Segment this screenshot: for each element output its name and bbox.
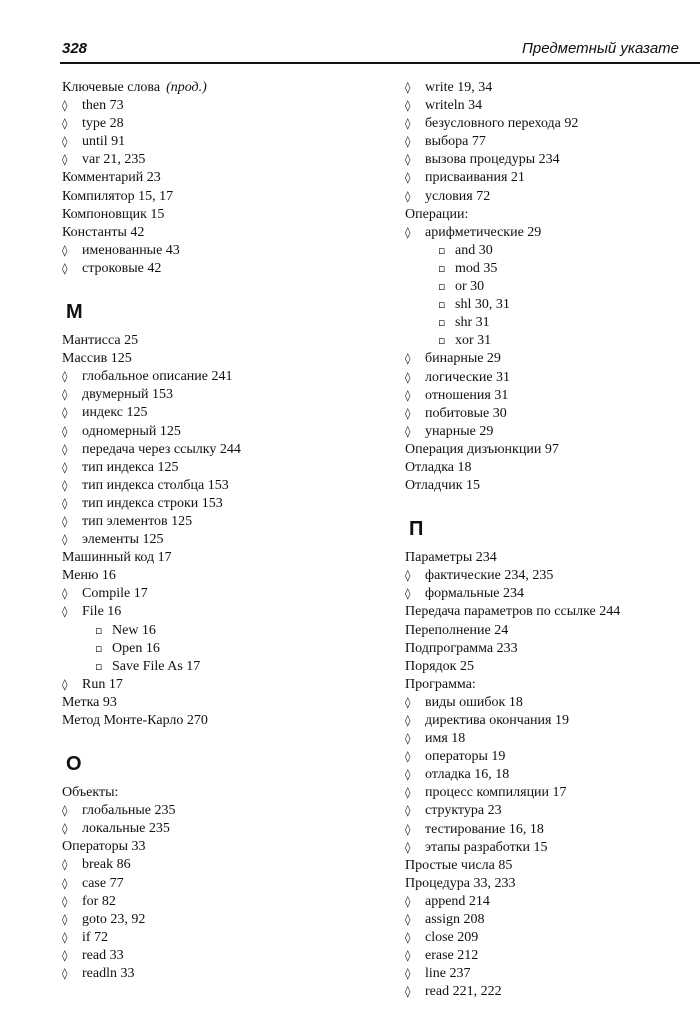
- index-entry: [405, 875, 695, 893]
- index-subentry: [62, 893, 382, 911]
- index-subentry: [62, 151, 382, 169]
- running-title: Предметный указате: [522, 40, 680, 57]
- index-subentry: [62, 603, 382, 621]
- index-subsubentry: [405, 278, 695, 296]
- index-subentry: [62, 386, 382, 404]
- index-entry: [62, 549, 382, 567]
- index-entry: [405, 477, 695, 495]
- entry-text: виды ошибок 18: [425, 694, 523, 710]
- index-entry: [405, 603, 695, 621]
- index-entry: [405, 640, 695, 658]
- entry-text: readln 33: [82, 966, 135, 982]
- index-subentry: [405, 405, 695, 423]
- index-subentry: [405, 423, 695, 441]
- section-letter-heading: М: [66, 301, 83, 324]
- index-subentry: [62, 477, 382, 495]
- index-subentry: [62, 947, 382, 965]
- page-number: 328: [62, 40, 88, 57]
- index-subsubentry: [62, 622, 382, 640]
- entry-text: унарные 29: [425, 423, 494, 439]
- entry-text: New 16: [112, 622, 156, 638]
- entry-text: индекс 125: [82, 405, 148, 421]
- entry-text: отладка 16, 18: [425, 767, 510, 783]
- index-subentry: [62, 441, 382, 459]
- index-subsubentry: [62, 640, 382, 658]
- index-entry: [62, 188, 382, 206]
- entry-text: Мантисса 25: [62, 333, 139, 349]
- index-entry: [62, 169, 382, 187]
- entry-text: if 72: [82, 929, 109, 945]
- entry-text: close 209: [425, 930, 479, 946]
- index-entry: [405, 676, 695, 694]
- index-entry: [405, 459, 695, 477]
- index-entry: [62, 79, 382, 97]
- index-subentry: [62, 676, 382, 694]
- entry-text: Отладчик 15: [405, 478, 481, 494]
- entry-text: Отладка 18: [405, 459, 472, 475]
- entry-text: одномерный 125: [82, 423, 181, 439]
- index-subentry: [405, 694, 695, 712]
- index-subentry: [62, 242, 382, 260]
- entry-text: условия 72: [425, 188, 491, 204]
- entry-text: File 16: [82, 604, 122, 620]
- entry-text: Массив 125: [62, 351, 132, 367]
- index-entry: [62, 350, 382, 368]
- entry-text: глобальные 235: [82, 803, 176, 819]
- index-subentry: [405, 893, 695, 911]
- index-subentry: [62, 133, 382, 151]
- entry-text: goto 23, 92: [82, 911, 146, 927]
- entry-text: фактические 234, 235: [425, 568, 554, 584]
- entry-text: локальные 235: [82, 821, 170, 837]
- index-subentry: [405, 350, 695, 368]
- index-subentry: [405, 802, 695, 820]
- entry-text: этапы разработки 15: [425, 839, 548, 855]
- index-subentry: [405, 387, 695, 405]
- index-subentry: [62, 459, 382, 477]
- index-subentry: [405, 188, 695, 206]
- index-subentry: [405, 821, 695, 839]
- index-subentry: [405, 983, 695, 1001]
- entry-text: элементы 125: [82, 532, 164, 548]
- index-subentry: [62, 260, 382, 278]
- index-entry: [405, 857, 695, 875]
- index-subentry: [62, 856, 382, 874]
- index-subentry: [405, 911, 695, 929]
- entry-text: for 82: [82, 893, 116, 909]
- index-column-right: [405, 79, 695, 1002]
- entry-text: or 30: [455, 279, 485, 295]
- index-entry: [405, 441, 695, 459]
- entry-text: Операторы 33: [62, 839, 146, 855]
- entry-text: отношения 31: [425, 387, 509, 403]
- index-subsubentry: [405, 332, 695, 350]
- entry-text: тип элементов 125: [82, 513, 193, 529]
- index-subentry: [405, 748, 695, 766]
- entry-text: Open 16: [112, 640, 160, 656]
- entry-text: Порядок 25: [405, 658, 474, 674]
- index-subentry: [62, 97, 382, 115]
- entry-text: вызова процедуры 234: [425, 152, 560, 168]
- entry-text: erase 212: [425, 948, 479, 964]
- index-subentry: [62, 404, 382, 422]
- index-subentry: [62, 495, 382, 513]
- index-entry: [62, 567, 382, 585]
- entry-text: Программа:: [405, 676, 476, 692]
- index-subentry: [405, 766, 695, 784]
- index-subentry: [405, 369, 695, 387]
- index-entry: [62, 838, 382, 856]
- entry-text: break 86: [82, 857, 131, 873]
- entry-text: арифметические 29: [425, 224, 542, 240]
- entry-text: Переполнение 24: [405, 622, 509, 638]
- entry-text: Метод Монте-Карло 270: [62, 713, 208, 728]
- index-subentry: [405, 947, 695, 965]
- entry-text: Машинный код 17: [62, 550, 172, 566]
- index-subentry: [405, 712, 695, 730]
- index-subentry: [62, 531, 382, 549]
- entry-text: тип индекса столбца 153: [82, 477, 229, 493]
- entry-text: глобальное описание 241: [82, 369, 233, 385]
- index-subentry: [62, 115, 382, 133]
- entry-text: тестирование 16, 18: [425, 821, 544, 837]
- index-entry: [405, 622, 695, 640]
- index-subentry: [62, 965, 382, 983]
- index-column-left: [62, 79, 382, 983]
- index-subentry: [405, 224, 695, 242]
- entry-text: until 91: [82, 134, 126, 150]
- entry-text: read 33: [82, 947, 124, 963]
- index-subentry: [405, 169, 695, 187]
- entry-text: двумерный 153: [82, 387, 174, 403]
- index-entry: [62, 206, 382, 224]
- entry-text: Ключевые слова: [62, 80, 161, 95]
- index-subentry: [405, 839, 695, 857]
- entry-text: побитовые 30: [425, 405, 507, 421]
- entry-text: тип индекса 125: [82, 459, 179, 475]
- entry-text: shl 30, 31: [455, 297, 510, 313]
- index-subentry: [62, 368, 382, 386]
- index-subentry: [405, 585, 695, 603]
- entry-text: Метка 93: [62, 694, 117, 710]
- entry-text: Процедура 33, 233: [405, 875, 516, 891]
- entry-text: директива окончания 19: [425, 713, 569, 728]
- entry-text: структура 23: [425, 803, 502, 819]
- index-subsubentry: [405, 260, 695, 278]
- entry-text: Константы 42: [62, 224, 145, 240]
- entry-text: case 77: [82, 875, 124, 891]
- index-subentry: [62, 802, 382, 820]
- index-subsubentry: [405, 314, 695, 332]
- index-entry: [405, 549, 695, 567]
- entry-text: Подпрограмма 233: [405, 640, 518, 656]
- entry-text: выбора 77: [425, 134, 486, 150]
- entry-text: процесс компиляции 17: [425, 785, 567, 801]
- entry-text: Простые числа 85: [405, 857, 513, 873]
- entry-text: Операции:: [405, 206, 469, 222]
- index-entry: [62, 332, 382, 350]
- entry-text: append 214: [425, 893, 490, 909]
- entry-text: Комментарий 23: [62, 170, 161, 186]
- index-subentry: [62, 911, 382, 929]
- index-entry: [405, 206, 695, 224]
- entry-text: Компилятор 15, 17: [62, 188, 174, 204]
- index-subentry: [405, 79, 695, 97]
- section-letter-heading: О: [66, 753, 82, 776]
- entry-text: Компоновщик 15: [62, 206, 165, 222]
- continued-note: (прод.): [166, 80, 207, 95]
- index-subentry: [405, 151, 695, 169]
- entry-text: type 28: [82, 116, 124, 132]
- index-entry: [62, 694, 382, 712]
- index-entry: [405, 658, 695, 676]
- entry-text: логические 31: [425, 369, 511, 385]
- index-subentry: [405, 784, 695, 802]
- index-subentry: [405, 965, 695, 983]
- entry-text: then 73: [82, 98, 124, 114]
- entry-text: передача через ссылку 244: [82, 441, 241, 457]
- entry-text: Параметры 234: [405, 550, 497, 566]
- entry-text: безусловного перехода 92: [425, 116, 579, 132]
- entry-text: Compile 17: [82, 586, 148, 602]
- index-subentry: [405, 567, 695, 585]
- entry-text: Объекты:: [62, 785, 119, 801]
- entry-text: Save File As 17: [112, 658, 201, 674]
- index-subentry: [405, 133, 695, 151]
- index-subentry: [62, 820, 382, 838]
- entry-text: строковые 42: [82, 260, 162, 276]
- index-subentry: [62, 423, 382, 441]
- header-rule: [60, 62, 700, 64]
- entry-text: shr 31: [455, 315, 490, 331]
- entry-text: Run 17: [82, 676, 123, 692]
- entry-text: формальные 234: [425, 586, 524, 602]
- entry-text: тип индекса строки 153: [82, 495, 223, 511]
- section-letter-heading: П: [409, 518, 424, 541]
- entry-text: Передача параметров по ссылке 244: [405, 604, 621, 620]
- index-subsubentry: [62, 658, 382, 676]
- entry-text: xor 31: [455, 333, 492, 349]
- index-subentry: [62, 929, 382, 947]
- index-subentry: [405, 929, 695, 947]
- index-entry: [62, 712, 382, 730]
- entry-text: assign 208: [425, 912, 485, 928]
- entry-text: операторы 19: [425, 749, 506, 765]
- index-entry: [62, 784, 382, 802]
- entry-text: именованные 43: [82, 242, 180, 258]
- entry-text: read 221, 222: [425, 984, 502, 1000]
- entry-text: Операция дизъюнкции 97: [405, 441, 559, 457]
- index-subentry: [405, 730, 695, 748]
- entry-text: Меню 16: [62, 568, 116, 584]
- index-subentry: [62, 585, 382, 603]
- index-subentry: [405, 115, 695, 133]
- entry-text: mod 35: [455, 260, 498, 276]
- entry-text: line 237: [425, 966, 471, 982]
- index-subentry: [62, 513, 382, 531]
- entry-text: имя 18: [425, 731, 466, 747]
- entry-text: and 30: [455, 242, 493, 258]
- index-subsubentry: [405, 296, 695, 314]
- entry-text: var 21, 235: [82, 152, 146, 168]
- index-entry: [62, 224, 382, 242]
- index-subentry: [62, 875, 382, 893]
- index-subentry: [405, 97, 695, 115]
- index-subsubentry: [405, 242, 695, 260]
- entry-text: write 19, 34: [425, 80, 493, 95]
- entry-text: присваивания 21: [425, 170, 525, 186]
- entry-text: writeln 34: [425, 98, 483, 114]
- entry-text: бинарные 29: [425, 351, 501, 367]
